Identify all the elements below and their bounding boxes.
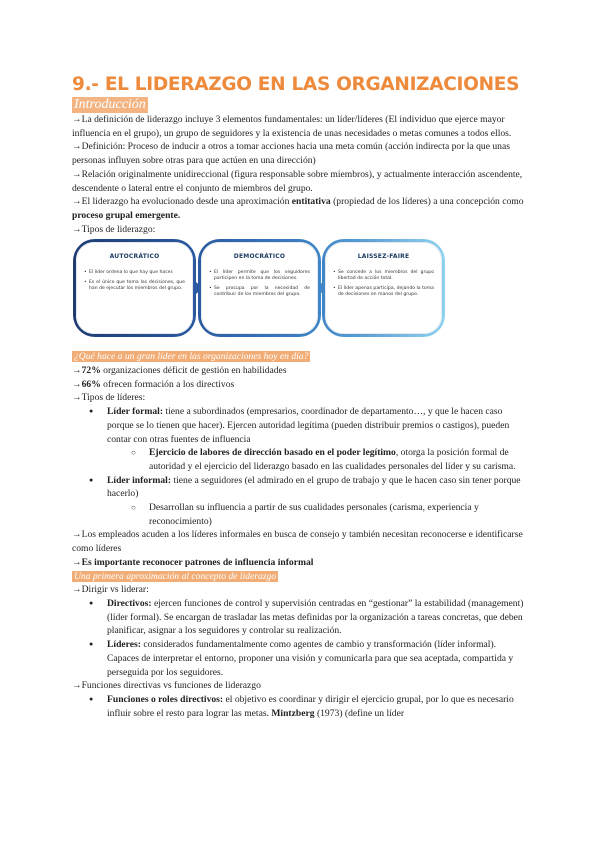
functions-list — [87, 693, 530, 720]
paragraph: →Es importante reconocer patrones de influencia informal — [72, 556, 314, 568]
paragraph: →66% ofrecen formación a los directivos — [72, 378, 235, 390]
leadership-types-diagram — [72, 239, 530, 347]
leader-types-list — [87, 405, 530, 528]
paragraph: →La definición de liderazgo incluye 3 elementos fundamentales: un líder/líderes (El individuo que ejerce mayor influencia en el grupo), un grupo de seguidores y la existencia de unas necesidades o metas comunes a todos ellos. — [72, 114, 512, 139]
paragraph: →Funciones directivas vs funciones de liderazgo — [72, 680, 261, 692]
section-heading-approach: Una primera aproximación al concepto de liderazgo — [74, 570, 277, 582]
list-item: ● Líder informal: tiene a seguidores (el admirado en el grupo de trabajo y que le hacen caso sin tener porque hacerlo) ○ Desarrollan su influencia a partir de sus cualidades personales (carisma, experiencia y reconocimiento) — [87, 474, 530, 529]
card-title: DEMOCRÁTICO — [233, 253, 286, 261]
card-item: • El líder ordena lo que hay que hacer. — [84, 270, 185, 276]
list-item: ● Líderes: considerados fundamentalmente como agentes de cambio y transformación (líder informal). Capaces de interpretar el entorno, proponer una visión y comunicarla para que sea aceptada, compartida y perseguida por los seguidores. — [87, 638, 530, 679]
card-title: AUTOCRÁTICO — [109, 253, 160, 261]
card-item: • El líder permite que los seguidores participen en la toma de decisiones. — [209, 270, 310, 282]
section-heading-intro: Introducción — [74, 97, 146, 112]
card-item: • Se procupa por la necesidad de contribuir de los miembros del grupo. — [209, 286, 310, 298]
paragraph: →Definición: Proceso de inducir a otros a tomar acciones hacia una meta común (acción indirecta por la que unas personas influyen sobre otras para que actúen en una dirección) — [72, 141, 510, 167]
paragraph: →Relación originalmente unidireccional (figura responsable sobre miembros), y actualmente interacción ascendente, descendente o lateral entre el conjunto de miembros del grupo. — [72, 168, 523, 194]
list-item: ● Directivos: ejercen funciones de control y supervisión centradas en “gestionar” la estabilidad (management) (líder formal). Se encargan de trasladar las metas definidas por la organización a tareas concretas, que deben planificar, asignar a los seguidores y controlar su realización. — [87, 597, 530, 638]
list-item: ○ Ejercicio de labores de dirección basado en el poder legítimo, otorga la posición formal de autoridad y el ejercicio del liderazgo basado en las cualidades personales del líder y su carisma. — [129, 446, 530, 473]
card-title: LAISSEZ-FAIRE — [357, 253, 410, 261]
section-heading-question: ¿Qué hace a un gran líder en las organizaciones hoy en día? — [74, 351, 309, 363]
paragraph: →Los empleados acuden a los líderes informales en busca de consejo y también necesitan reconocerse e identificarse como líderes — [72, 529, 523, 555]
paragraph: →Tipos de líderes: — [72, 392, 146, 404]
list-item: ● Funciones o roles directivos: el objetivo es coordinar y dirigir el ejercicio grupal, por lo que es necesario influir sobre el resto para lograr las metas. Mintzberg (1973) (define un líder — [87, 693, 530, 720]
list-item: ○ Desarrollan su influencia a partir de sus cualidades personales (carisma, experiencia y reconocimiento) — [129, 501, 530, 528]
paragraph: →Dirigir vs liderar: — [72, 584, 149, 596]
page-title: 9.- EL LIDERAZGO EN LAS ORGANIZACIONES — [72, 74, 520, 95]
card-laissez-faire — [322, 239, 445, 337]
paragraph: →El liderazgo ha evolucionado desde una aproximación entitativa (propiedad de los líderes) a una concepción como proceso grupal emergente. — [72, 196, 524, 221]
direct-vs-lead-list — [87, 597, 530, 679]
paragraph: →72% organizaciones déficit de gestión en habilidades — [72, 365, 287, 377]
list-item: ● Líder formal: tiene a subordinados (empresarios, coordinador de departamento…, y que le hacen caso porque se lo tienen que hacer). Ejercen autoridad legítima (pueden distribuir premios o castigos), pueden contar con otras fuentes de influencia ○ Ejercicio de labores de dirección basado en el poder legítimo, otorga la posición formal de autoridad y el ejercicio del liderazgo basado en las cualidades personales del líder y su carisma. — [87, 405, 530, 474]
card-item: • El líder apenas participa, dejando la toma de decisiones en manos del grupo. — [333, 286, 434, 298]
card-item: • Es el único que toma las decisiones, que han de ejecutar los miembros del grupo. — [84, 280, 185, 292]
card-item: • Se concede a los miembros del grupo libertad de acción total. — [333, 270, 434, 282]
paragraph: →Tipos de liderazgo: — [72, 223, 156, 235]
card-autocratico — [73, 239, 196, 337]
card-democratico — [198, 239, 321, 337]
